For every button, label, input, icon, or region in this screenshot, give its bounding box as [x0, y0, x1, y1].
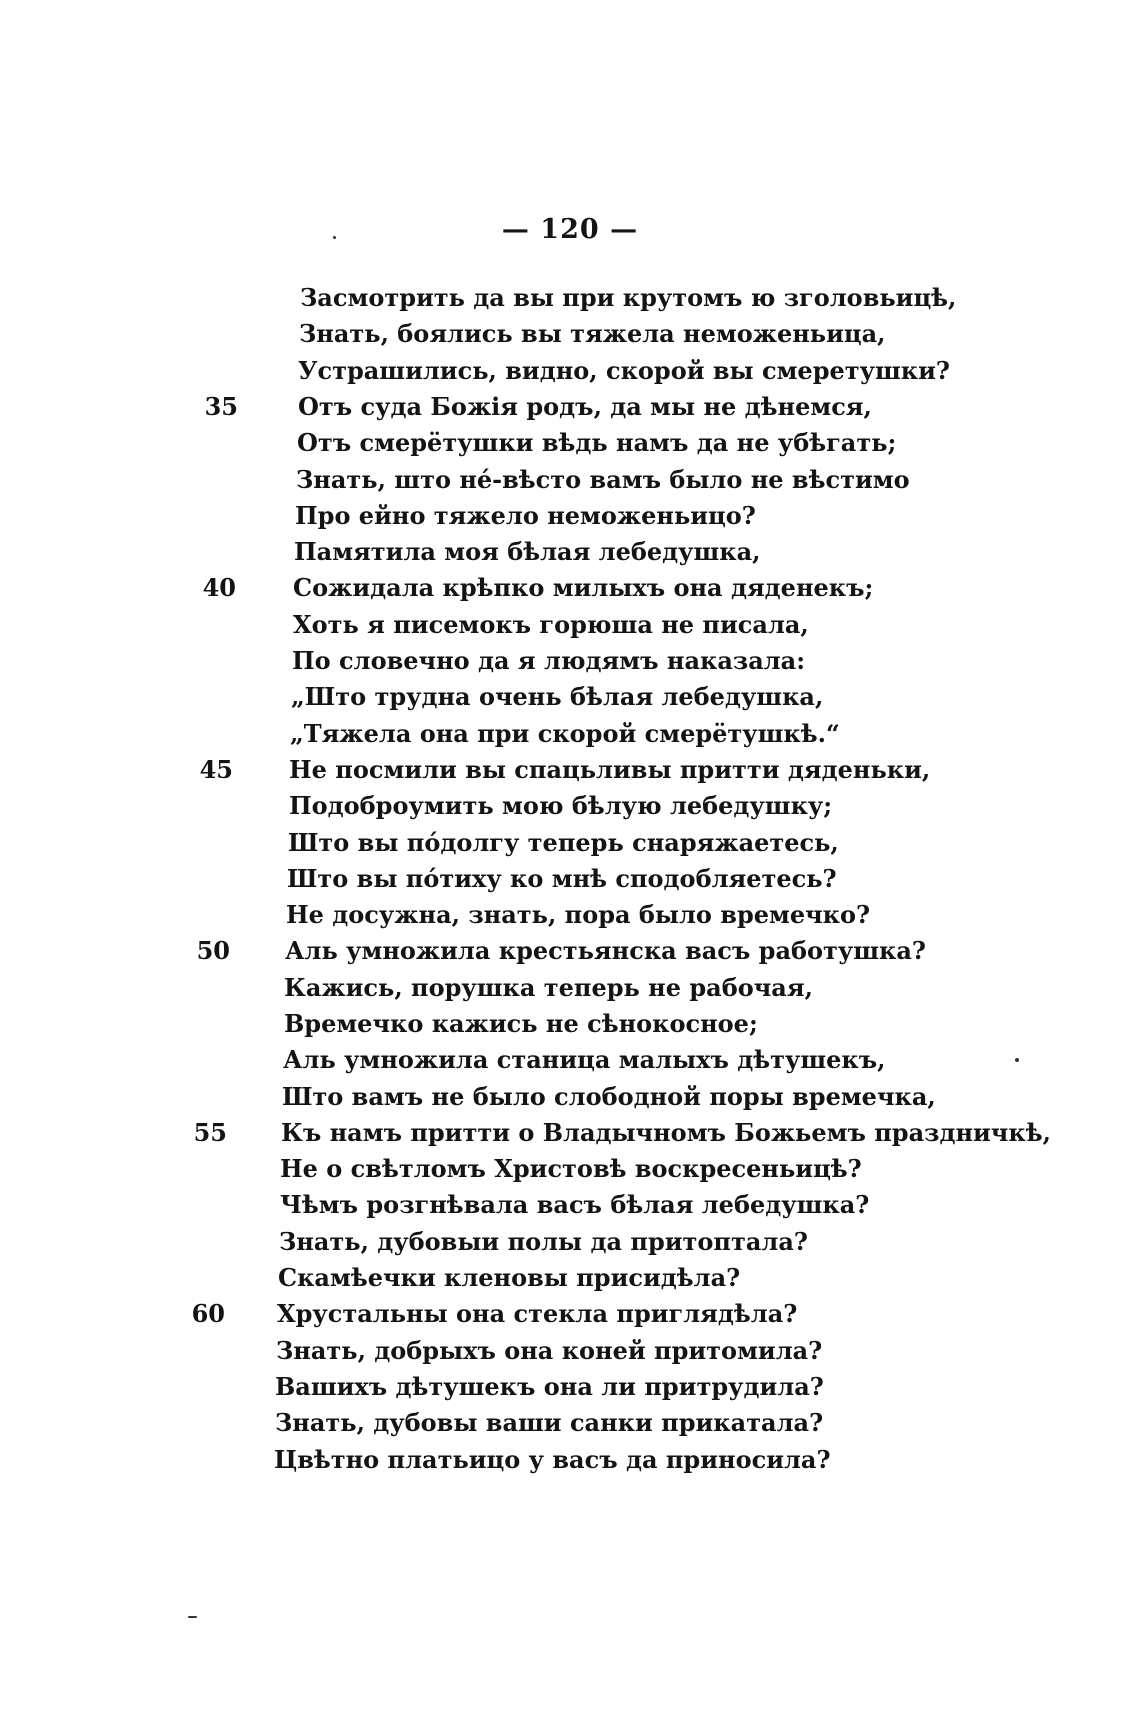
verse-text: Отъ смерётушки вѣдь намъ да не убѣгать;: [297, 428, 897, 457]
verse-text: „Тяжела она при скорой смерётушкѣ.“: [290, 719, 840, 748]
scan-speck: [333, 236, 336, 239]
verse-text: Што вы пóтиху ко мнѣ сподобляетесь?: [287, 864, 837, 893]
verse-text: Аль умножила станица малыхъ дѣтушекъ,: [283, 1045, 886, 1074]
scan-speck: [1015, 1058, 1019, 1062]
verse-text: Устрашились, видно, скорой вы смеретушки?: [298, 356, 950, 385]
verse-text: Не посмили вы спацьливы притти дяденьки,: [289, 755, 931, 784]
verse-text: Чѣмъ розгнѣвала васъ бѣлая лебедушка?: [280, 1190, 870, 1219]
verse-text: Вашихъ дѣтушекъ она ли притрудила?: [275, 1372, 824, 1401]
verse-text: Времечко кажись не сѣнокосное;: [284, 1009, 758, 1038]
verse-text: Знать, што нé-вѣсто вамъ было не вѣстимо: [296, 465, 910, 494]
line-number: 45: [199, 755, 233, 784]
line-number: 60: [191, 1299, 225, 1328]
verse-text: Аль умножила крестьянска васъ работушка?: [285, 936, 926, 965]
verse-text: Знать, дубовыи полы да притоптала?: [279, 1227, 808, 1256]
verse-text: По словечно да я людямъ наказала:: [292, 646, 806, 675]
verse-text: Не досужна, знать, пора было времечко?: [286, 900, 871, 929]
verse-text: Сожидала крѣпко милыхъ она дяденекъ;: [293, 573, 874, 602]
verse-text: Къ намъ притти о Владычномъ Божьемъ праздничкѣ,: [281, 1118, 1051, 1147]
verse-text: Скамѣечки кленовы присидѣла?: [278, 1263, 741, 1292]
line-number: 50: [196, 936, 230, 965]
scan-speck: [188, 1616, 197, 1618]
verse-text: Што вамъ не было слободной поры времечка,: [282, 1082, 936, 1111]
verse-text: Памятила моя бѣлая лебедушка,: [294, 537, 761, 566]
verse-text: Цвѣтно платьицо у васъ да приносила?: [274, 1445, 831, 1474]
verse-text: Знать, боялись вы тяжела неможеньица,: [299, 319, 886, 348]
verse-text: Кажись, порушка теперь не рабочая,: [284, 973, 813, 1002]
line-number: 55: [193, 1118, 227, 1147]
page-number: — 120 —: [501, 214, 639, 245]
line-number: 40: [202, 573, 236, 602]
verse-text: Подоброумить мою бѣлую лебедушку;: [289, 791, 833, 820]
verse-text: Што вы пóдолгу теперь снаряжаетесь,: [288, 828, 839, 857]
verse-text: „Што трудна очень бѣлая лебедушка,: [291, 682, 824, 711]
verse-text: Хоть я писемокъ горюша не писала,: [293, 610, 809, 639]
verse-text: Отъ суда Божія родъ, да мы не дѣнемся,: [298, 392, 872, 421]
verse-text: Знать, добрыхъ она коней притомила?: [276, 1336, 823, 1365]
verse-text: Знать, дубовы ваши санки прикатала?: [275, 1408, 824, 1437]
verse-text: Хрустальны она стекла приглядѣла?: [277, 1299, 798, 1328]
line-number: 35: [204, 392, 238, 421]
verse-text: Не о свѣтломъ Христовѣ воскресеньицѣ?: [280, 1154, 862, 1183]
verse-text: Засмотрить да вы при крутомъ ю зголовьицѣ,: [300, 283, 957, 312]
verse-text: Про ейно тяжело неможеньицо?: [295, 501, 756, 530]
